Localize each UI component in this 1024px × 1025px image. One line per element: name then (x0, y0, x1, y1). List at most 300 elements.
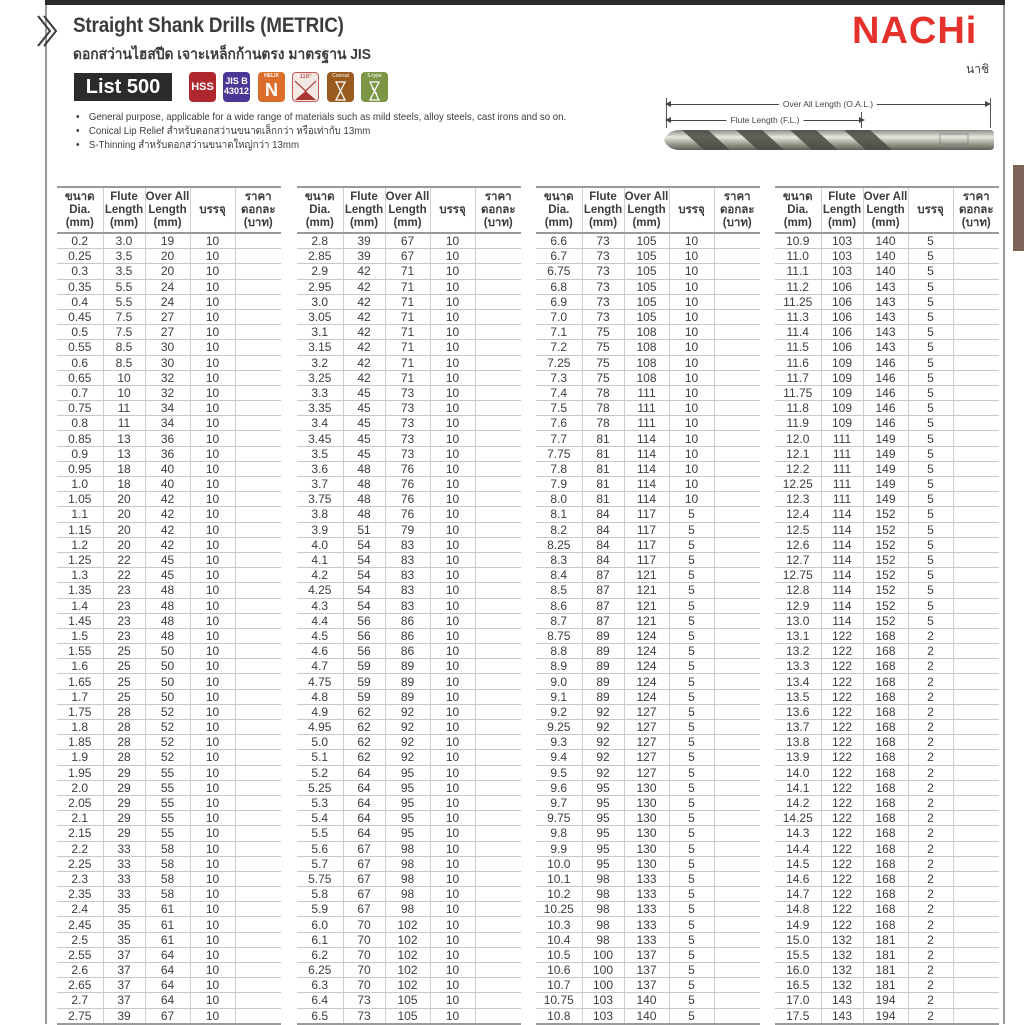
cell-price (953, 522, 999, 537)
cell-overall-length: 55 (145, 780, 190, 795)
cell-flute-length: 89 (582, 659, 624, 674)
cell-overall-length: 36 (145, 446, 190, 461)
table-row (536, 431, 760, 446)
cell-dia: 1.55 (57, 644, 103, 659)
cell-dia: 10.7 (536, 978, 582, 993)
cell-dia: 1.1 (57, 507, 103, 522)
table-row (57, 249, 281, 264)
cell-pack: 10 (190, 887, 235, 902)
cell-dia: 13.2 (775, 644, 821, 659)
cell-dia: 0.55 (57, 340, 103, 355)
cell-overall-length: 105 (624, 264, 669, 279)
cell-overall-length: 48 (145, 598, 190, 613)
cell-dia: 14.1 (775, 780, 821, 795)
cell-overall-length: 61 (145, 902, 190, 917)
cell-overall-length: 181 (863, 932, 908, 947)
cell-flute-length: 111 (821, 492, 863, 507)
cell-price (235, 537, 281, 552)
cell-pack: 10 (430, 446, 475, 461)
cell-overall-length: 79 (385, 522, 430, 537)
cell-pack: 10 (190, 309, 235, 324)
cell-pack: 10 (190, 689, 235, 704)
table-row (297, 947, 521, 962)
cell-dia: 10.4 (536, 932, 582, 947)
cell-pack: 10 (430, 385, 475, 400)
cell-overall-length: 52 (145, 735, 190, 750)
cell-price (235, 871, 281, 886)
cell-price (714, 780, 760, 795)
cell-pack: 10 (430, 309, 475, 324)
cell-price (714, 1008, 760, 1024)
cell-overall-length: 58 (145, 841, 190, 856)
table-row (297, 917, 521, 932)
cell-flute-length: 122 (821, 887, 863, 902)
table-row (297, 537, 521, 552)
cell-overall-length: 168 (863, 856, 908, 871)
cell-overall-length: 143 (863, 294, 908, 309)
cell-overall-length: 124 (624, 674, 669, 689)
cell-dia: 2.3 (57, 871, 103, 886)
column-header-dia-line: Dia. (309, 203, 331, 216)
conical-badge-label: Conical (332, 73, 349, 79)
cell-overall-length: 152 (863, 583, 908, 598)
column-header-price-line: ดอกละ (719, 203, 755, 216)
cell-overall-length: 19 (145, 233, 190, 249)
column-header-pack-text: บรรจุ (678, 203, 705, 216)
cell-dia: 0.9 (57, 446, 103, 461)
cell-pack: 5 (669, 947, 714, 962)
cell-pack: 2 (908, 628, 953, 643)
cell-flute-length: 5.5 (103, 294, 145, 309)
cell-dia: 6.8 (536, 279, 582, 294)
cell-price (235, 431, 281, 446)
cell-overall-length: 24 (145, 294, 190, 309)
cell-price (235, 674, 281, 689)
table-row (536, 522, 760, 537)
column-header-price-line: ดอกละ (958, 203, 994, 216)
cell-dia: 1.05 (57, 492, 103, 507)
cell-flute-length: 122 (821, 826, 863, 841)
cell-price (475, 780, 521, 795)
cell-dia: 0.3 (57, 264, 103, 279)
column-header-price-line: (บาท) (483, 216, 513, 229)
column-header-price-line: (บาท) (961, 216, 991, 229)
cell-flute-length: 37 (103, 978, 145, 993)
cell-overall-length: 42 (145, 522, 190, 537)
table-row (775, 294, 999, 309)
cell-price (475, 856, 521, 871)
cell-flute-length: 59 (343, 674, 385, 689)
cell-price (475, 841, 521, 856)
cell-price (714, 385, 760, 400)
cell-overall-length: 149 (863, 446, 908, 461)
cell-price (714, 856, 760, 871)
table-row (536, 279, 760, 294)
cell-price (235, 233, 281, 249)
table-row (775, 279, 999, 294)
cell-overall-length: 89 (385, 659, 430, 674)
cell-flute-length: 100 (582, 947, 624, 962)
cell-pack: 5 (669, 932, 714, 947)
cell-dia: 6.75 (536, 264, 582, 279)
cell-flute-length: 103 (821, 264, 863, 279)
cell-overall-length: 168 (863, 750, 908, 765)
cell-flute-length: 22 (103, 568, 145, 583)
table-row (536, 492, 760, 507)
cell-overall-length: 168 (863, 826, 908, 841)
cell-overall-length: 73 (385, 385, 430, 400)
cell-pack: 10 (190, 704, 235, 719)
cell-pack: 10 (190, 917, 235, 932)
cell-pack: 10 (190, 871, 235, 886)
cell-pack: 5 (669, 659, 714, 674)
cell-overall-length: 67 (385, 249, 430, 264)
table-row (536, 795, 760, 810)
s-type-badge (361, 72, 388, 102)
cell-pack: 10 (190, 233, 235, 249)
cell-price (475, 613, 521, 628)
cell-price (953, 963, 999, 978)
cell-price (235, 659, 281, 674)
cell-pack: 5 (908, 340, 953, 355)
cell-dia: 9.0 (536, 674, 582, 689)
cell-flute-length: 64 (343, 826, 385, 841)
cell-flute-length: 109 (821, 355, 863, 370)
cell-dia: 3.7 (297, 477, 343, 492)
cell-dia: 6.6 (536, 233, 582, 249)
table-row (536, 385, 760, 400)
table-row (775, 264, 999, 279)
table-row (297, 613, 521, 628)
cell-pack: 5 (908, 583, 953, 598)
cell-dia: 3.6 (297, 461, 343, 476)
cell-price (475, 568, 521, 583)
cell-price (953, 628, 999, 643)
column-header-overall-length-line: (mm) (632, 216, 661, 229)
table-row (57, 780, 281, 795)
cell-dia: 7.5 (536, 401, 582, 416)
table-row (57, 917, 281, 932)
conical-drill-point-icon (327, 80, 354, 102)
cell-dia: 13.1 (775, 628, 821, 643)
table-row (297, 507, 521, 522)
cell-flute-length: 3.0 (103, 233, 145, 249)
cell-pack: 10 (430, 613, 475, 628)
point-angle-icon (293, 73, 318, 101)
drill-size-table-3 (536, 186, 760, 1025)
cell-dia: 13.8 (775, 735, 821, 750)
cell-flute-length: 8.5 (103, 355, 145, 370)
cell-price (475, 1008, 521, 1024)
cell-dia: 5.7 (297, 856, 343, 871)
cell-dia: 7.3 (536, 370, 582, 385)
cell-pack: 10 (190, 963, 235, 978)
cell-pack: 5 (908, 416, 953, 431)
cell-overall-length: 124 (624, 689, 669, 704)
column-header-dia-line: (mm) (65, 216, 94, 229)
cell-overall-length: 108 (624, 325, 669, 340)
cell-price (953, 765, 999, 780)
cell-pack: 10 (430, 947, 475, 962)
cell-price (235, 902, 281, 917)
cell-overall-length: 130 (624, 811, 669, 826)
cell-dia: 3.0 (297, 294, 343, 309)
cell-price (714, 279, 760, 294)
cell-pack: 10 (190, 568, 235, 583)
column-header-flute-length-line: Flute (110, 190, 138, 203)
table-row (536, 841, 760, 856)
column-header-pack (190, 187, 235, 233)
cell-dia: 6.2 (297, 947, 343, 962)
cell-pack: 10 (190, 264, 235, 279)
cell-pack: 10 (430, 765, 475, 780)
cell-pack: 10 (190, 826, 235, 841)
cell-pack: 5 (908, 568, 953, 583)
cell-price (475, 401, 521, 416)
table-row (536, 249, 760, 264)
cell-pack: 5 (669, 552, 714, 567)
cell-overall-length: 48 (145, 613, 190, 628)
feature-item: • S-Thinning สำหรับดอกสว่านขนาดใหญ่กว่า 13mm (76, 138, 566, 152)
cell-price (953, 735, 999, 750)
cell-flute-length: 64 (343, 765, 385, 780)
cell-overall-length: 168 (863, 628, 908, 643)
cell-flute-length: 73 (582, 249, 624, 264)
table-row (297, 826, 521, 841)
cell-flute-length: 98 (582, 887, 624, 902)
side-tab[interactable] (1013, 165, 1024, 251)
cell-flute-length: 106 (821, 294, 863, 309)
cell-pack: 10 (430, 628, 475, 643)
cell-pack: 5 (908, 401, 953, 416)
column-header-flute-length (821, 187, 863, 233)
cell-pack: 5 (908, 233, 953, 249)
cell-overall-length: 140 (863, 233, 908, 249)
cell-overall-length: 71 (385, 340, 430, 355)
table-header-row (57, 187, 281, 233)
column-header-flute-length (343, 187, 385, 233)
cell-price (235, 385, 281, 400)
cell-overall-length: 146 (863, 355, 908, 370)
table-row (297, 704, 521, 719)
cell-flute-length: 25 (103, 644, 145, 659)
cell-flute-length: 114 (821, 552, 863, 567)
cell-overall-length: 48 (145, 628, 190, 643)
cell-pack: 10 (430, 674, 475, 689)
table-row (57, 811, 281, 826)
brand-logo-thai: นาชิ (966, 62, 990, 76)
table-row (536, 552, 760, 567)
table-header-row (297, 187, 521, 233)
cell-pack: 10 (430, 750, 475, 765)
cell-flute-length: 29 (103, 826, 145, 841)
table-row (57, 720, 281, 735)
cell-price (953, 704, 999, 719)
cell-price (953, 795, 999, 810)
table-row (297, 780, 521, 795)
cell-price (235, 507, 281, 522)
cell-price (714, 431, 760, 446)
cell-price (953, 507, 999, 522)
cell-flute-length: 122 (821, 704, 863, 719)
cell-price (953, 750, 999, 765)
column-header-dia-line: (mm) (783, 216, 812, 229)
column-header-flute-length-line: Flute (828, 190, 856, 203)
cell-dia: 11.0 (775, 249, 821, 264)
cell-pack: 2 (908, 932, 953, 947)
cell-dia: 2.35 (57, 887, 103, 902)
cell-dia: 1.25 (57, 552, 103, 567)
cell-overall-length: 34 (145, 416, 190, 431)
cell-dia: 15.5 (775, 947, 821, 962)
table-row (57, 704, 281, 719)
cell-flute-length: 3.5 (103, 249, 145, 264)
cell-dia: 8.75 (536, 628, 582, 643)
cell-pack: 5 (908, 598, 953, 613)
cell-overall-length: 95 (385, 826, 430, 841)
table-row (297, 765, 521, 780)
table-row (297, 309, 521, 324)
cell-price (714, 902, 760, 917)
table-row (775, 887, 999, 902)
cell-flute-length: 81 (582, 431, 624, 446)
cell-pack: 10 (669, 431, 714, 446)
table-row (536, 340, 760, 355)
cell-dia: 3.75 (297, 492, 343, 507)
cell-dia: 1.5 (57, 628, 103, 643)
cell-pack: 10 (669, 401, 714, 416)
cell-flute-length: 10 (103, 385, 145, 400)
table-row (775, 947, 999, 962)
cell-overall-length: 61 (145, 932, 190, 947)
cell-overall-length: 102 (385, 978, 430, 993)
cell-flute-length: 98 (582, 917, 624, 932)
table-row (536, 401, 760, 416)
cell-pack: 10 (190, 902, 235, 917)
cell-pack: 10 (430, 355, 475, 370)
cell-pack: 10 (430, 795, 475, 810)
table-row (297, 795, 521, 810)
table-row (57, 841, 281, 856)
cell-overall-length: 98 (385, 902, 430, 917)
cell-price (235, 735, 281, 750)
table-row (297, 325, 521, 340)
cell-flute-length: 111 (821, 461, 863, 476)
cell-flute-length: 75 (582, 370, 624, 385)
panel-border-left (45, 5, 47, 1024)
cell-pack: 10 (669, 233, 714, 249)
cell-dia: 10.5 (536, 947, 582, 962)
cell-price (235, 249, 281, 264)
table-row (297, 583, 521, 598)
table-row (57, 568, 281, 583)
table-row (775, 249, 999, 264)
cell-dia: 12.1 (775, 446, 821, 461)
cell-dia: 1.4 (57, 598, 103, 613)
cell-pack: 5 (908, 522, 953, 537)
cell-flute-length: 56 (343, 613, 385, 628)
cell-pack: 5 (669, 674, 714, 689)
table-row (536, 446, 760, 461)
cell-price (235, 568, 281, 583)
cell-overall-length: 146 (863, 370, 908, 385)
table-row (775, 370, 999, 385)
table-row (536, 902, 760, 917)
cell-overall-length: 67 (385, 233, 430, 249)
cell-dia: 13.6 (775, 704, 821, 719)
cell-overall-length: 102 (385, 932, 430, 947)
cell-flute-length: 8.5 (103, 340, 145, 355)
cell-flute-length: 87 (582, 583, 624, 598)
cell-flute-length: 87 (582, 568, 624, 583)
cell-price (714, 492, 760, 507)
cell-overall-length: 92 (385, 720, 430, 735)
cell-overall-length: 102 (385, 947, 430, 962)
table-row (297, 249, 521, 264)
cell-overall-length: 149 (863, 477, 908, 492)
cell-price (475, 947, 521, 962)
table-row (297, 552, 521, 567)
cell-flute-length: 25 (103, 689, 145, 704)
table-row (297, 294, 521, 309)
cell-flute-length: 54 (343, 598, 385, 613)
table-row (775, 674, 999, 689)
cell-dia: 3.45 (297, 431, 343, 446)
cell-price (475, 704, 521, 719)
cell-flute-length: 92 (582, 720, 624, 735)
cell-dia: 0.2 (57, 233, 103, 249)
cell-flute-length: 122 (821, 856, 863, 871)
column-header-pack-text: บรรจุ (439, 203, 466, 216)
cell-pack: 10 (669, 477, 714, 492)
cell-price (475, 309, 521, 324)
column-header-dia-line: Dia. (548, 203, 570, 216)
cell-price (714, 325, 760, 340)
cell-pack: 5 (908, 355, 953, 370)
table-row (57, 340, 281, 355)
cell-flute-length: 84 (582, 552, 624, 567)
cell-pack: 10 (669, 355, 714, 370)
column-header-overall-length-line: Over All (145, 190, 190, 203)
jis-badge-line1: JIS B (225, 76, 248, 86)
cell-price (475, 294, 521, 309)
cell-price (235, 355, 281, 370)
cell-dia: 8.25 (536, 537, 582, 552)
cell-overall-length: 105 (624, 279, 669, 294)
cell-pack: 10 (190, 431, 235, 446)
cell-pack: 5 (669, 963, 714, 978)
table-row (775, 401, 999, 416)
cell-pack: 10 (430, 583, 475, 598)
cell-pack: 2 (908, 871, 953, 886)
cell-pack: 2 (908, 704, 953, 719)
cell-pack: 10 (430, 249, 475, 264)
cell-overall-length: 55 (145, 811, 190, 826)
table-row (297, 689, 521, 704)
column-header-flute-length-line: Length (583, 203, 623, 216)
table-row (775, 552, 999, 567)
cell-flute-length: 111 (821, 431, 863, 446)
cell-overall-length: 73 (385, 416, 430, 431)
cell-pack: 5 (669, 507, 714, 522)
table-row (57, 552, 281, 567)
cell-flute-length: 106 (821, 340, 863, 355)
cell-pack: 10 (430, 811, 475, 826)
cell-pack: 10 (190, 841, 235, 856)
cell-flute-length: 42 (343, 264, 385, 279)
cell-price (953, 583, 999, 598)
cell-dia: 1.75 (57, 704, 103, 719)
